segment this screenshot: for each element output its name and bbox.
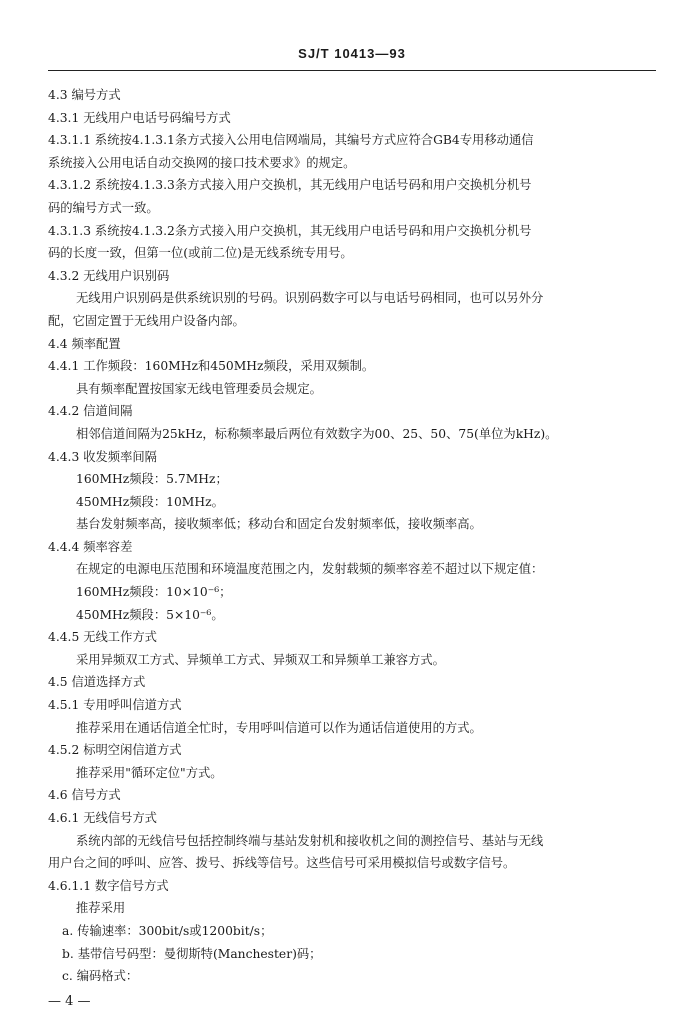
page-header (48, 40, 656, 71)
text-line: 无线用户识别码是供系统识别的号码。识别码数字可以与电话号码相同，也可以另外分 (76, 291, 544, 306)
text-line: 配，它固定置于无线用户设备内部。 (48, 313, 245, 328)
text-line: 4.5.2 标明空闲信道方式 (48, 743, 182, 758)
text-line: 160MHz频段：10×10⁻⁶； (76, 585, 232, 600)
text-line: 4.3.2 无线用户识别码 (48, 268, 170, 283)
text-line: 4.4 频率配置 (48, 336, 121, 351)
text-line: 4.4.2 信道间隔 (48, 404, 133, 419)
text-line: 4.6.1 无线信号方式 (48, 811, 157, 825)
text-line: 相邻信道间隔为25kHz，标称频率最后两位有效数字为00、25、50、75(单位为kHz)。 (76, 426, 558, 441)
text-line: 在规定的电源电压范围和环境温度范围之内，发射载频的频率容差不超过以下规定值： (76, 562, 544, 577)
text-line: 用户台之间的呼叫、应答、拨号、拆线等信号。这些信号可采用模拟信号或数字信号。 (48, 856, 516, 871)
text-line: 系统内部的无线信号包括控制终端与基站发射机和接收机之间的测控信号、基站与无线 (76, 833, 544, 848)
text-line: c. 编码格式： (62, 969, 139, 984)
text-line: 推荐采用 (76, 901, 126, 916)
text-line: 码的编号方式一致。 (48, 200, 159, 215)
text-line: 4.5 信道选择方式 (48, 675, 146, 690)
text-line: b. 基带信号码型：曼彻斯特(Manchester)码； (62, 946, 322, 961)
text-line: 推荐采用"循环定位"方式。 (76, 765, 223, 780)
text-line: 基台发射频率高，接收频率低；移动台和固定台发射频率低，接收频率高。 (76, 517, 482, 532)
standard-number: SJ/T 10413—93 (298, 46, 406, 61)
text-line: 4.4.3 收发频率间隔 (48, 449, 157, 464)
text-line: 4.3.1.3 系统按4.1.3.2条方式接入用户交换机，其无线用户电话号码和用户交换机分机号 (48, 223, 532, 238)
text-line: 4.6.1.1 数字信号方式 (48, 878, 169, 893)
text-line: 4.3.1.1 系统按4.1.3.1条方式接入公用电信网端局，其编号方式应符合GB4专用移动通信 (48, 133, 534, 148)
text-line: 4.3.1 无线用户电话号码编号方式 (48, 110, 231, 125)
text-line: 推荐采用在通话信道全忙时，专用呼叫信道可以作为通话信道使用的方式。 (76, 720, 482, 735)
page-number: — 4 — (48, 994, 91, 1009)
text-line: 450MHz频段：5×10⁻⁶。 (76, 607, 224, 622)
text-line: 采用异频双工方式、异频单工方式、异频双工和异频单工兼容方式。 (76, 652, 445, 667)
document-body (48, 84, 658, 988)
text-line: 码的长度一致，但第一位(或前二位)是无线系统专用号。 (48, 246, 353, 261)
text-line: 4.4.1 工作频段：160MHz和450MHz频段，采用双频制。 (48, 359, 375, 374)
text-line: 450MHz频段：10MHz。 (76, 494, 224, 509)
text-line: 4.6 信号方式 (48, 788, 121, 803)
text-line: 具有频率配置按国家无线电管理委员会规定。 (76, 381, 322, 396)
text-line: 4.5.1 专用呼叫信道方式 (48, 698, 182, 713)
text-line: 4.4.4 频率容差 (48, 539, 133, 554)
text-line: 4.3 编号方式 (48, 88, 121, 102)
text-line: 4.3.1.2 系统按4.1.3.3条方式接入用户交换机，其无线用户电话号码和用户交换机分机号 (48, 178, 532, 193)
text-line: 4.4.5 无线工作方式 (48, 630, 157, 645)
text-line: a. 传输速率：300bit/s或1200bit/s； (62, 923, 273, 938)
text-line: 160MHz频段：5.7MHz； (76, 472, 228, 487)
text-line: 系统接入公用电话自动交换网的接口技术要求》的规定。 (48, 155, 356, 170)
